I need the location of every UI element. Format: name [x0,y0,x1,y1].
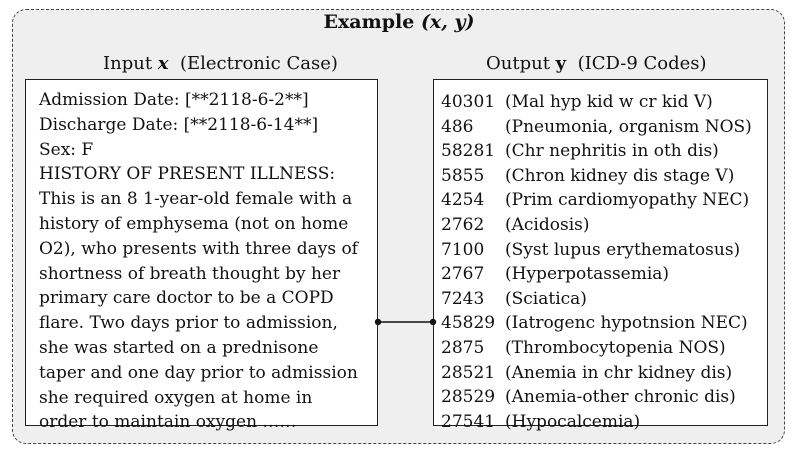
case-text-line: she required oxygen at home in [39,387,313,408]
title-vars: (x, y) [420,11,475,33]
icd-code: 27541 [441,411,496,432]
case-text-line: order to maintain oxygen …… [39,412,297,433]
connector-dot-right [430,319,436,325]
input-label-suffix: (Electronic Case) [179,53,338,74]
icd-code: 486 [441,116,474,137]
case-text-line: she was started on a prednisone [39,337,319,358]
output-label-var: y [555,53,567,74]
input-label-prefix: Input [103,53,153,74]
icd-code: 2767 [441,264,485,285]
icd-code: 45829 [441,313,496,334]
icd-code: 58281 [441,141,496,162]
icd-description: (Syst lupus erythematosus) [505,239,741,260]
case-text-line: This is an 8 1-year-old female with a [39,189,353,210]
icd-description: (Prim cardiomyopathy NEC) [505,190,750,211]
icd-code: 7243 [441,288,485,309]
case-text-line: flare. Two days prior to admission, [39,313,338,334]
case-text-line: Admission Date: [**2118-6-2**] [39,90,309,110]
case-text-line: taper and one day prior to admission [39,362,358,383]
case-text-line: shortness of breath thought by her [39,263,341,284]
icd-description: (Acidosis) [505,214,590,235]
icd-code: 2875 [441,337,485,358]
icd-description: (Thrombocytopenia NOS) [505,337,726,358]
case-text-line: Sex: F [39,139,94,160]
case-text-line: primary care doctor to be a COPD [39,288,334,309]
output-label-prefix: Output [486,53,550,74]
icd-code: 40301 [441,92,496,112]
icd-description: (Pneumonia, organism NOS) [505,116,752,137]
icd-description: (Hyperpotassemia) [505,264,670,285]
icd-description: (Sciatica) [505,288,587,309]
title-prefix: Example [323,11,415,33]
icd-code: 2762 [441,214,485,235]
icd-code: 4254 [441,190,485,211]
icd-description: (Iatrogenc hypotnsion NEC) [505,313,748,334]
case-text-line: history of emphysema (not on home [39,213,349,234]
icd-description: (Anemia in chr kidney dis) [505,362,733,383]
case-text-line: HISTORY OF PRESENT ILLNESS: [39,164,336,185]
case-text-line: O2), who presents with three days of [39,238,358,259]
output-label-suffix: (ICD-9 Codes) [577,53,707,74]
icd-description: (Mal hyp kid w cr kid V) [505,92,713,112]
input-label-var: x [157,53,169,74]
icd-description: (Hypocalcemia) [505,411,641,432]
connector-dot-left [375,319,381,325]
icd-description: (Anemia-other chronic dis) [505,387,736,408]
icd-code: 7100 [441,239,485,260]
icd-code: 28529 [441,387,496,408]
icd-code: 5855 [441,165,485,186]
case-text-line: Discharge Date: [**2118-6-14**] [39,114,319,135]
icd-code: 28521 [441,362,496,383]
icd-description: (Chr nephritis in oth dis) [505,141,719,162]
icd-description: (Chron kidney dis stage V) [505,165,735,186]
